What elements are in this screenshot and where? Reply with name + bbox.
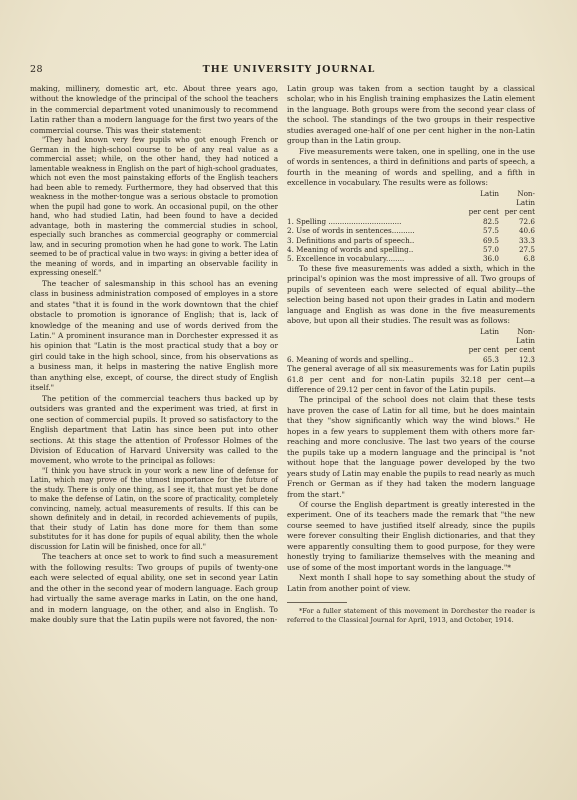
table-row [287,254,535,263]
footnote: *For a fuller statement of this movement in Dorchester the reader is referred to the Classical Journal for April, 1913, and October, 1914. [287,607,535,625]
nonlatin-value: 33.3 [518,235,535,245]
table-row [287,236,535,245]
row-label: 6. Meaning of words and spelling.. [287,354,414,364]
quoted-letter: "I think you have struck in your work a new line of defense for Latin, which may prove of the utmost importance for the future of the study. There is only one thing, as I see it, that must yet be done to make the defense of Latin, on the score of practicality, completely convincing, namely, actual measurements of results. If this can be shown definitely and in detail, in recorded achievements of pupils, that their study of Latin has done more for them than some substitutes for it has done for pupils of equal ability, then the whole discussion for Latin will be finished, once for all." [30,466,278,551]
table-row [287,245,535,254]
paragraph: The teacher of salesmanship in this school has an evening class in business administration composed of employes in a store and states "that it is found in the work downtown that the chief obstacle to promotion is ignorance of English; that is, lack of knowledge of the meaning and use of words derived from the Latin." A prominent insurance man in Dorchester expressed it as his opinion that "Latin is the most practical study that a boy or girl could take in the high school, since, from his observations as a business man, it helps in mastering the native English more than anything else, except, of course, the direct study of English itself." [30,278,278,393]
latin-value: 82.5 [482,216,499,226]
results-table [287,189,535,264]
latin-value: 69.5 [482,235,499,245]
column-unit: per cent [504,207,535,217]
paragraph: Next month I shall hope to say something about the study of Latin from another point of view. [287,573,535,593]
latin-value: 65.3 [482,354,499,364]
latin-value: 36.0 [482,254,499,264]
page-header [30,64,548,78]
table-row [287,226,535,235]
nonlatin-value: 12.3 [518,354,535,364]
page-number: 28 [30,64,44,75]
paragraph: The petition of the commercial teachers thus backed up by outsiders was granted and the experiment was tried, at first in one section of commercial pupils. It proved so satisfactory to the English department that Latin has since been put into other sections. At this stage the attention of Professor Holmes of the Division of Education of Harvard University was called to the movement, who wrote to the principal as follows: [30,393,278,466]
paragraph: The teachers at once set to work to find such a measurement with the following results: Two groups of pupils of twenty-one each were selected of equal ability, one set in second year Latin and the other in the second year of modern language. Each group had virtually the same average marks in Latin, on the one hand, and in modern language, on the other, and also in English. To make doubly sure that the Latin pupils were not favored, the non- [30,552,278,625]
nonlatin-value: 72.6 [518,216,535,226]
paragraph: Of course the English department is greatly interested in the experiment. One of its teachers made the remark that "the new course seemed to have justified itself already, since the pupils were forever consulting their English dictionaries, and that they were apparently consulting them to good purpose, for they were honestly trying to familiarize themselves with the meaning and use of some of the most important words in the language."* [287,500,535,572]
nonlatin-value: 40.6 [518,226,535,236]
table-row [287,355,535,364]
row-label: 5. Excellence in vocabulary........ [287,254,405,264]
table-subheader-row [287,345,535,354]
row-label: 4. Meaning of words and spelling.. [287,244,414,254]
column-unit: per cent [504,345,535,355]
paragraph: Latin group was taken from a section taught by a classical scholar, who in his English training emphasizes the Latin element in the language. Both groups were from the second year class of the school. The standings of the two groups in their respective studies averaged one-half of one per cent higher in the non-Latin group than in the Latin group. [287,84,535,146]
paragraph: The general average of all six measurements was for Latin pupils 61.8 per cent and for non-Latin pupils 32.18 per cent—a difference of 29.12 per cent in favor of the Latin pupils. [287,364,535,395]
journal-title: THE UNIVERSITY JOURNAL [202,64,376,75]
left-column [30,84,278,626]
column-header: Latin [480,188,499,198]
paragraph: The principal of the school does not claim that these tests have proven the case of Latin for all time, but he does maintain that they "show significantly which way the wind blows." He hopes in a few years to supplement them with others more far-reaching and more conclusive. The last two years of the course the pupils take up a modern language and the principal is "not without hope that the language power developed by the two years study of Latin may enable the pupils to read nearly as much French or German as if they had taken the modern language from the start." [287,395,535,499]
paragraph: making, millinery, domestic art, etc. About three years ago, without the knowledge of the principal of the school the teachers in the commercial department voted unanimously to recommend Latin rather than a modern language for the first two years of the commercial course. This was their statement: [30,84,278,135]
nonlatin-value: 27.5 [518,244,535,254]
quoted-statement: "They had known very few pupils who got enough French or German in the high-school course to be of any real value as a commercial asset; while, on the other hand, they had noticed a lamentable weakness in English on the part of high-school graduates, which not even the most painstaking efforts of the English teachers had been able to remedy. Furthermore, they had observed that this weakness in the mother-tongue was a serious obstacle to promotion when the pupil had gone to work. An occasional pupil, on the other hand, who had studied Latin, had been found to have a decided advantage, both in mastering the commercial studies in school, especially such branches as commercial geography or commercial law, and in securing promotion when he had gone to work. The Latin seemed to be of practical value in two ways: in giving a better idea of the meaning of words, and in imparting an observable facility in expressing oneself." [30,136,278,278]
sixth-measurement-table [287,327,535,365]
latin-value: 57.0 [482,244,499,254]
table-subheader-row [287,207,535,216]
table-header-row [287,327,535,346]
latin-value: 57.5 [482,226,499,236]
row-label: 2. Use of words in sentences.......... [287,226,415,236]
column-header: Latin [480,326,499,336]
column-unit: per cent [468,207,499,217]
row-label: 3. Definitions and parts of speech.. [287,235,415,245]
column-header: Non-Latin [516,326,535,345]
column-header: Non-Latin [516,188,535,207]
paragraph: Five measurements were taken, one in spelling, one in the use of words in sentences, a third in definitions and parts of speech, a fourth in the meaning of words and spelling, and a fifth in excellence in vocabulary. The results were as follows: [287,146,535,188]
table-header-row [287,189,535,208]
right-column [287,84,535,625]
nonlatin-value: 6.8 [523,254,535,264]
footnote-rule [287,602,347,603]
row-label: 1. Spelling ................................ [287,216,402,226]
table-row [287,217,535,226]
column-unit: per cent [468,345,499,355]
paragraph: To these five measurements was added a sixth, which in the principal's opinion was the most impressive of all. Two groups of pupils of seventeen each were selected of equal ability—the selection being based not upon their grades in Latin and modern language and English as was done in the five measurements above, but upon all their studies. The result was as follows: [287,263,535,326]
